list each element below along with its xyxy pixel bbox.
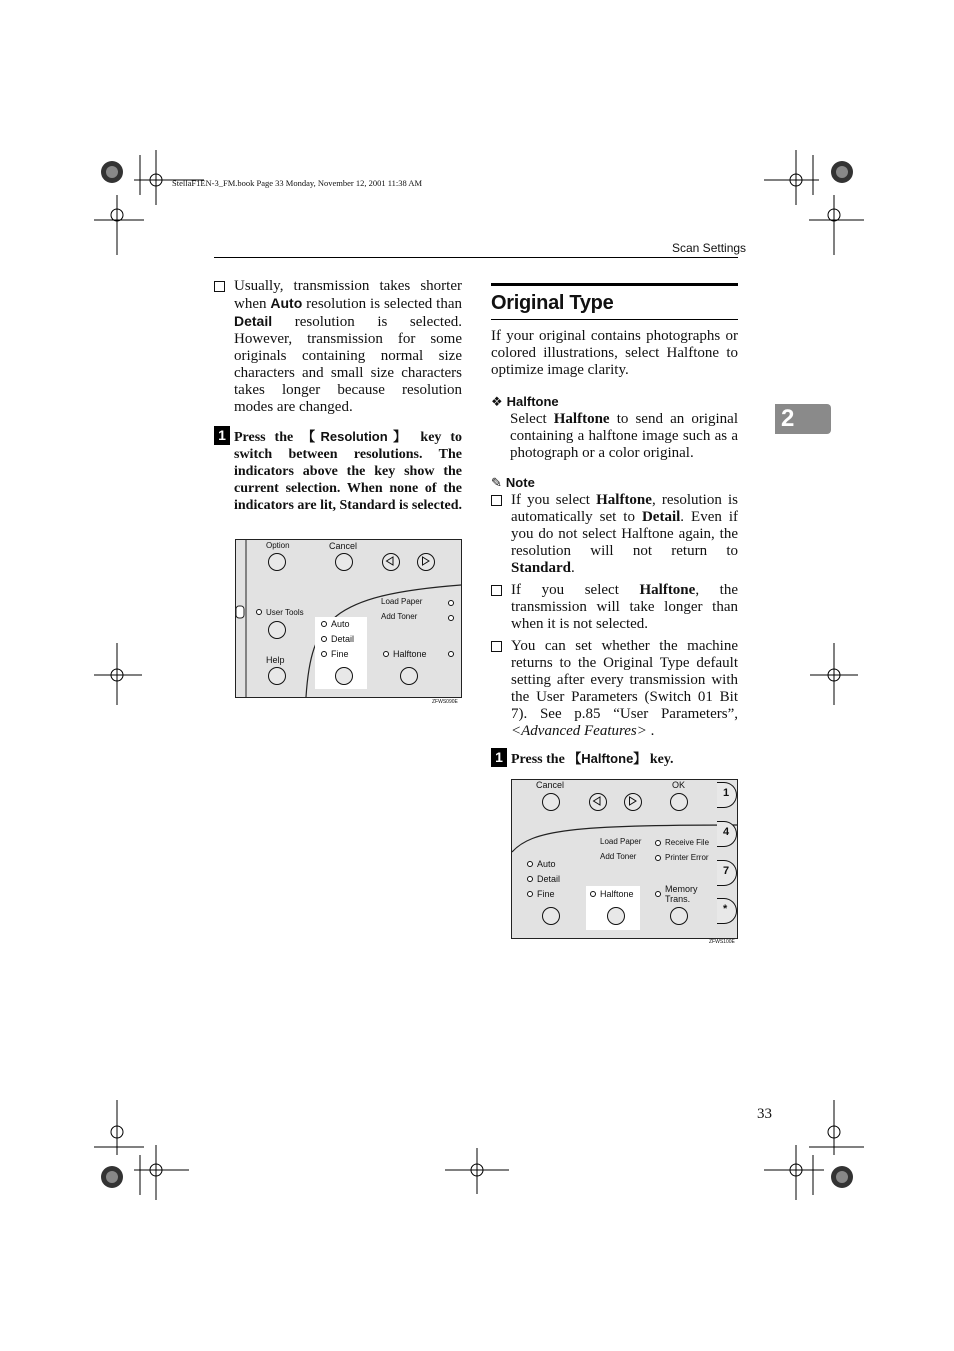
step-number: 1: [491, 748, 507, 767]
numkey-label: 4: [723, 826, 730, 838]
detail-led: [527, 876, 533, 882]
right-arrow-button[interactable]: [417, 553, 435, 571]
right-arrow-button[interactable]: [624, 793, 642, 811]
step-text: key.: [646, 752, 674, 767]
ok-label: OK: [672, 780, 686, 790]
note-text: , resolution is automatically set to: [511, 492, 738, 525]
halftone-key-label: 【Halftone】: [568, 751, 647, 766]
halftone-heading: Halftone: [506, 394, 559, 409]
resolution-key-label: 【Resolution】: [302, 429, 412, 444]
resolution-step: [214, 428, 462, 514]
memory-label: Memory: [665, 884, 698, 894]
numkey-label: 7: [723, 865, 730, 877]
cancel-button[interactable]: [542, 793, 560, 811]
resolution-button[interactable]: [542, 907, 560, 925]
book-info-line: StellaF1EN-3_FM.book Page 33 Monday, November 12, 2001 11:38 AM: [172, 178, 423, 188]
add-toner-label: Add Toner: [381, 612, 418, 621]
figure-code: ZFWS090E: [432, 699, 458, 705]
crop-mark-bottom-right: [764, 1100, 864, 1200]
auto-term: Auto: [270, 295, 303, 311]
halftone-term: Halftone: [553, 411, 610, 427]
printer-error-label: Printer Error: [665, 853, 709, 862]
numkey-label: 1: [723, 787, 730, 799]
transmission-note: [214, 278, 462, 416]
step-number: 1: [214, 426, 230, 445]
intro-paragraph: If your original contains photographs or colored illustrations, select Halftone to optimize image clarity.: [491, 328, 738, 378]
checkbox-bullet-icon: [491, 641, 502, 652]
note-text: If you select: [511, 582, 640, 598]
crop-mark-bottom-center: [445, 1148, 509, 1196]
ok-button[interactable]: [670, 793, 688, 811]
fine-led: [321, 651, 327, 657]
note-heading: Note: [505, 475, 535, 490]
detail-term: Detail: [234, 313, 273, 329]
trans-label: Trans.: [665, 894, 691, 904]
halftone-heading-row: [491, 393, 738, 411]
section-title: Original Type: [491, 283, 738, 320]
note-item-3: [491, 638, 738, 740]
crop-mark-bottom-left: [94, 1100, 214, 1200]
halftone-label: Halftone: [393, 649, 427, 659]
cancel-label: Cancel: [329, 541, 358, 551]
add-toner-label: Add Toner: [600, 852, 637, 861]
detail-label: Detail: [537, 874, 561, 884]
fine-label: Fine: [537, 889, 555, 899]
halftone-step: [491, 750, 738, 768]
auto-led: [321, 621, 327, 627]
auto-label: Auto: [537, 859, 556, 869]
checkbox-bullet-icon: [491, 495, 502, 506]
note-heading-row: [491, 474, 738, 492]
crop-mark-top-left: [94, 150, 214, 260]
note-text: , the transmission will take longer than when it is not selected.: [511, 582, 739, 632]
note-item-1: [491, 492, 738, 577]
receive-file-label: Receive File: [665, 838, 710, 847]
indicator-led: [448, 651, 454, 657]
note-term: Halftone: [639, 582, 696, 598]
memory-trans-led: [655, 891, 661, 897]
chapter-tab: [775, 404, 831, 434]
note-term: Standard: [511, 560, 572, 576]
indicator-led: [448, 600, 454, 606]
detail-label: Detail: [331, 634, 355, 644]
help-button[interactable]: [268, 667, 286, 685]
auto-label: Auto: [331, 619, 350, 629]
note-text: You can set whether the machine returns to the Original Type default setting after every transmission with the User Parameters (Switch 01 Bit 7). See p.85 “User Parameters”,: [511, 638, 738, 722]
note-text: Usually, transmission takes shorter when: [234, 278, 462, 312]
option-label: Option: [266, 541, 290, 550]
note-item-2: [491, 582, 738, 633]
page-number: 33: [757, 1106, 772, 1122]
help-label: Help: [266, 655, 285, 665]
left-arrow-button[interactable]: [589, 793, 607, 811]
cancel-button[interactable]: [335, 553, 353, 571]
halftone-label: Halftone: [600, 889, 634, 899]
chapter-number: 2: [781, 405, 795, 432]
desc-text: to send an original containing a halftone image such as a photograph or a color original.: [510, 411, 738, 461]
user-tools-led: [256, 609, 262, 615]
option-button[interactable]: [268, 553, 286, 571]
user-tools-button[interactable]: [268, 621, 286, 639]
note-text: .: [571, 560, 575, 576]
halftone-description: [491, 411, 738, 462]
note-text: If you select: [511, 492, 597, 508]
crop-mark-mid-right: [810, 643, 860, 708]
fine-led: [527, 891, 533, 897]
note-text: .: [646, 723, 655, 739]
cancel-label: Cancel: [536, 780, 565, 790]
note-text: resolution is selected than: [302, 296, 462, 312]
right-column: [491, 283, 738, 768]
detail-led: [321, 636, 327, 642]
printer-error-led: [655, 855, 661, 861]
fine-label: Fine: [331, 649, 349, 659]
memory-trans-button[interactable]: [670, 907, 688, 925]
note-term: Halftone: [596, 492, 652, 508]
halftone-button[interactable]: [607, 907, 625, 925]
step-text: Press the: [234, 430, 303, 445]
user-tools-label: User Tools: [266, 608, 304, 617]
halftone-led: [383, 651, 389, 657]
resolution-panel-figure: [235, 539, 462, 698]
checkbox-bullet-icon: [214, 281, 225, 292]
crop-mark-top-right: [764, 150, 864, 260]
halftone-panel-figure: [511, 779, 738, 939]
advanced-features-reference[interactable]: <Advanced Features>: [511, 723, 647, 739]
load-paper-label: Load Paper: [381, 597, 423, 606]
note-text: resolution is selected. However, transmission for some originals containing normal size characters and small size characters takes longer because resolution modes are changed.: [234, 314, 462, 415]
checkbox-bullet-icon: [491, 585, 502, 596]
figure-code: ZFWS100E: [709, 939, 735, 945]
pencil-icon: ✎: [491, 475, 502, 490]
note-term: Detail: [641, 509, 681, 525]
note-text: . Even if you do not select Halftone again, the resolution will not return to: [511, 509, 739, 559]
left-arrow-button[interactable]: [382, 553, 400, 571]
step-text: key to switch between resolutions. The indicators above the key show the current selection. When none of the indicators are lit, Standard is selected.: [234, 430, 463, 513]
load-paper-label: Load Paper: [600, 837, 642, 846]
auto-led: [527, 861, 533, 867]
crop-mark-mid-left: [94, 643, 144, 708]
diamond-bullet-icon: ❖: [491, 394, 503, 409]
halftone-button[interactable]: [400, 667, 418, 685]
step-text: Press the: [511, 752, 569, 767]
running-head: Scan Settings: [672, 241, 747, 255]
left-column: [214, 278, 462, 514]
desc-text: Select: [510, 411, 554, 427]
indicator-led: [448, 615, 454, 621]
resolution-button[interactable]: [335, 667, 353, 685]
halftone-led: [590, 891, 596, 897]
numkey-label: *: [723, 903, 728, 915]
receive-file-led: [655, 840, 661, 846]
header-rule: [214, 257, 738, 258]
